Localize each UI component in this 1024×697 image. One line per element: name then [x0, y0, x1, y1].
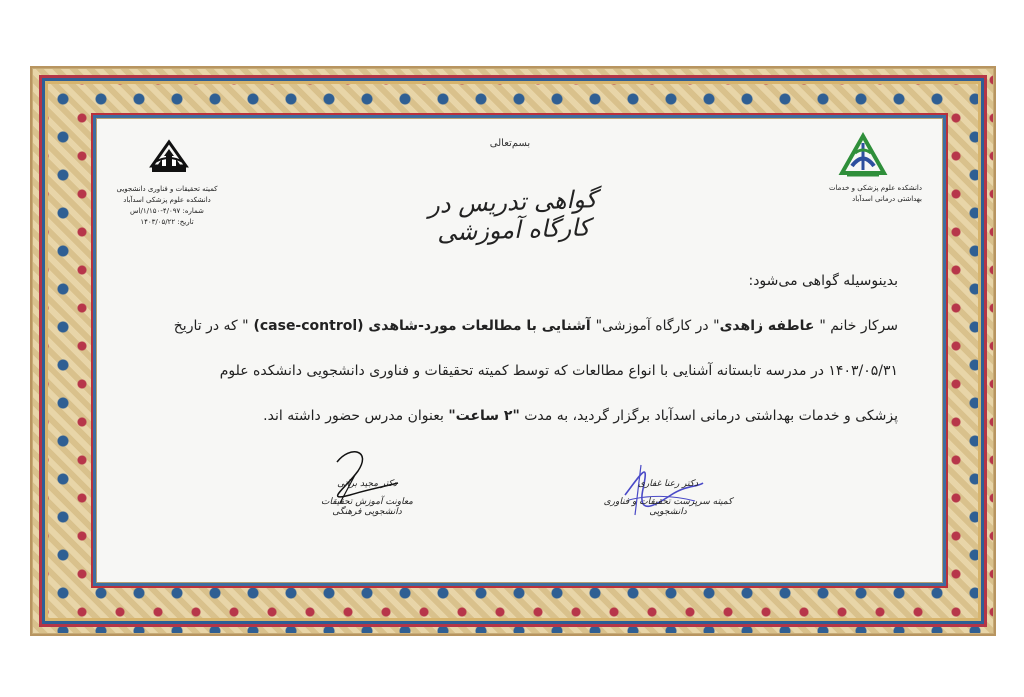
- document-number: شماره: ۴/۰۹۷-۱/۱۵۰/اس: [130, 207, 204, 215]
- line4-suffix: بعنوان مدرس حضور داشته اند.: [263, 408, 449, 424]
- right-signature-name: دکتر رعنا غفاری: [637, 479, 699, 489]
- right-org-line2: بهداشتی درمانی اسدآباد: [852, 195, 922, 203]
- body-line-2: [173, 304, 898, 349]
- right-signature-role: کمیته سرپرست تحقیقات و فناوری دانشجویی: [603, 497, 733, 517]
- line4-prefix: پزشکی و خدمات بهداشتی درمانی اسدآباد برگزار گردید، به مدت: [519, 408, 898, 424]
- recipient-name: عاطفه زاهدی: [719, 318, 820, 334]
- left-signature-role: معاونت آموزش تحقیقات دانشجویی فرهنگی: [321, 497, 413, 517]
- left-signature-name: دکتر مجید براتی: [337, 479, 397, 489]
- certificate-body: [173, 259, 898, 439]
- body-line-4: [230, 394, 898, 439]
- body-line-1: بدینوسیله گواهی می‌شود:: [748, 273, 898, 289]
- line2-suffix: " که در تاریخ: [173, 318, 249, 334]
- left-org-line2: دانشکده علوم پزشکی اسدآباد: [123, 196, 211, 204]
- right-organization-block: [802, 183, 922, 205]
- medical-school-logo-icon: [835, 131, 891, 181]
- certificate-title: گواهی تدریس در کارگاه آموزشی: [427, 185, 598, 247]
- document-date: تاریخ: ۱۴۰۳/۰۵/۲۲: [140, 218, 194, 226]
- left-org-line1: کمیته تحقیقات و فناوری دانشجویی: [116, 185, 218, 193]
- university-logo-left: [145, 132, 193, 180]
- basmala-calligraphy: بسم‌تعالی: [489, 138, 531, 149]
- right-org-line1: دانشکده علوم پزشکی و خدمات: [828, 184, 922, 192]
- line2-prefix: سرکار خانم ": [819, 318, 898, 334]
- left-organization-block: [106, 184, 228, 228]
- course-title: آشنایی با مطالعات مورد-شاهدی (case-control): [248, 318, 596, 334]
- right-signature-mark: [613, 453, 709, 531]
- research-committee-logo-icon: [145, 132, 193, 180]
- line2-middle: " در کارگاه آموزشی": [595, 318, 720, 334]
- university-logo-right: [835, 131, 891, 181]
- body-line-3: ۱۴۰۳/۰۵/۳۱ در مدرسه تابستانه آشنایی با انواع مطالعات که توسط کمیته تحقیقات و فناوری دانشجویی دانشکده علوم: [219, 363, 898, 379]
- duration: "۲ ساعت": [448, 408, 520, 424]
